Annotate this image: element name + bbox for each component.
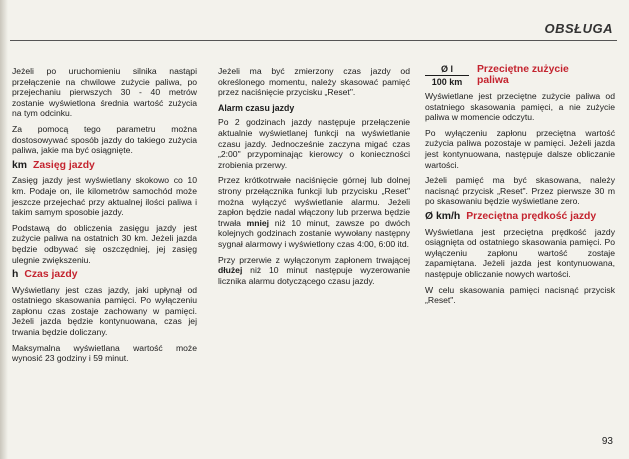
- section-title: OBSŁUGA: [539, 21, 614, 36]
- avg-speed-heading: [425, 212, 615, 223]
- avg-consumption-heading: [425, 64, 615, 87]
- paragraph: [218, 255, 410, 287]
- consumption-symbol-unit: 100 km: [431, 77, 463, 87]
- paragraph: Po wyłączeniu zapłonu przeciętna wartość zużycia paliwa pozostaje w pamięci. Jeżeli jazda jest kontynuowana, następuje dalsze obliczanie wartości.: [425, 127, 615, 170]
- paragraph: Po 2 godzinach jazdy następuje przełączenie aktualnie wyświetlanej funkcji na wyświetlanie czasu jazdy. Jednocześnie zaczyna migać czas „2:00" przypominając kierowcy o konieczności zrobienia przerwy.: [218, 117, 410, 170]
- paragraph: Za pomocą tego parametru można dostosowywać sposób jazdy do takiego zużycia paliwa, jakie ma być osiągnięte.: [12, 123, 197, 156]
- page-binding-shadow: [0, 0, 8, 459]
- paragraph: Maksymalna wyświetlana wartość może wynosić 23 godziny i 59 minut.: [12, 342, 197, 364]
- km-symbol: km: [12, 159, 28, 171]
- text-run: Przy przerwie z wyłączonym zapłonem trwającej: [218, 254, 410, 265]
- hour-symbol: h: [12, 269, 19, 281]
- text-run: niż 10 minut, zawsze po dwóch kolejnych godzinach zostanie wywołany następny sygnał alarmowy i wyświetlony czas 4:00, 6:00 itd.: [218, 217, 411, 249]
- text-run: Przez krótkotrwałe naciśnięcie górnej lub dolnej strony przełącznika funkcji lub przycisku „Reset" można wyłączyć wyświetlanie alarmu. Jeżeli zapłon będzie nadal włączony lub przerwa będzie trwała: [218, 175, 410, 228]
- paragraph: Podstawą do obliczenia zasięgu jazdy jest zużycie paliwa na ostatnich 30 km. Jeżeli jazda będzie odbywać się oszczędniej, jej zasięg ulegnie zwiększeniu.: [12, 222, 197, 265]
- left-column: [12, 66, 197, 369]
- page-number: 93: [601, 436, 613, 447]
- range-heading-title: Zasięg jazdy: [33, 159, 95, 171]
- avg-consumption-title-line2: paliwa: [477, 75, 509, 86]
- paragraph: Wyświetlany jest czas jazdy, jaki upłynął od ostatniego skasowania pamięci. Po wyłączeniu zapłonu czas zostaje zachowany w pamięci. Jeżeli jazda będzie kontynuowana, czas jej trwania będzie doliczany.: [12, 284, 197, 338]
- text-run: niż 10 minut następuje wyzerowanie licznika alarmu dotyczącego czasu jazdy.: [218, 265, 410, 286]
- avg-consumption-title: [477, 64, 569, 86]
- avg-speed-symbol: Ø km/h: [425, 210, 461, 222]
- range-heading: [12, 161, 197, 172]
- right-column: [425, 64, 615, 311]
- middle-column: [218, 66, 410, 291]
- paragraph: [218, 175, 410, 249]
- alarm-heading: Alarm czasu jazdy: [218, 102, 295, 113]
- header-rule: [10, 40, 617, 41]
- avg-speed-heading-title: Przeciętna prędkość jazdy: [466, 210, 597, 222]
- drive-time-heading-title: Czas jazdy: [24, 269, 78, 281]
- paragraph: Jeżeli ma być zmierzony czas jazdy od określonego momentu, należy skasować pamięć przez naciśnięcie przycisku „Reset".: [218, 66, 410, 98]
- emphasis: mniej: [246, 217, 270, 228]
- paragraph: Wyświetlana jest przeciętna prędkość jazdy osiągnięta od ostatniego skasowania pamięci. Po wyłączeniu zapłonu wartość zostaje zapamiętana. Jeżeli jazda jest kontynuowana, następuje obliczanie nowych wartości.: [425, 226, 615, 279]
- paragraph: Jeżeli pamięć ma być skasowana, należy nacisnąć przycisk „Reset". Przez pierwsze 30 m po skasowaniu będzie wyświetlane zero.: [425, 175, 615, 207]
- avg-consumption-title-line1: Przeciętne zużycie: [477, 64, 569, 75]
- paragraph: Wyświetlane jest przeciętne zużycie paliwa od ostatniego skasowania pamięci, a nie zużycie paliwa w momencie odczytu.: [425, 91, 615, 123]
- drive-time-heading: [12, 270, 197, 281]
- emphasis: dłużej: [218, 265, 243, 276]
- paragraph: Jeżeli po uruchomieniu silnika nastąpi przełączenie na chwilowe zużycie paliwa, po przejechaniu pierwszych 30 - 40 metrów zostanie wyświetlona średnia wartość zużycia na tym odcinku.: [12, 66, 197, 119]
- consumption-symbol-top: Ø l: [425, 64, 469, 76]
- paragraph: W celu skasowania pamięci nacisnąć przycisk „Reset".: [425, 284, 615, 306]
- consumption-symbol-icon: [425, 64, 469, 87]
- paragraph: Zasięg jazdy jest wyświetlany skokowo co 10 km. Podaje on, ile kilometrów samochód może jeszcze przejechać przy aktualnej ilości paliwa i takim samym sposobie jazdy.: [12, 175, 197, 218]
